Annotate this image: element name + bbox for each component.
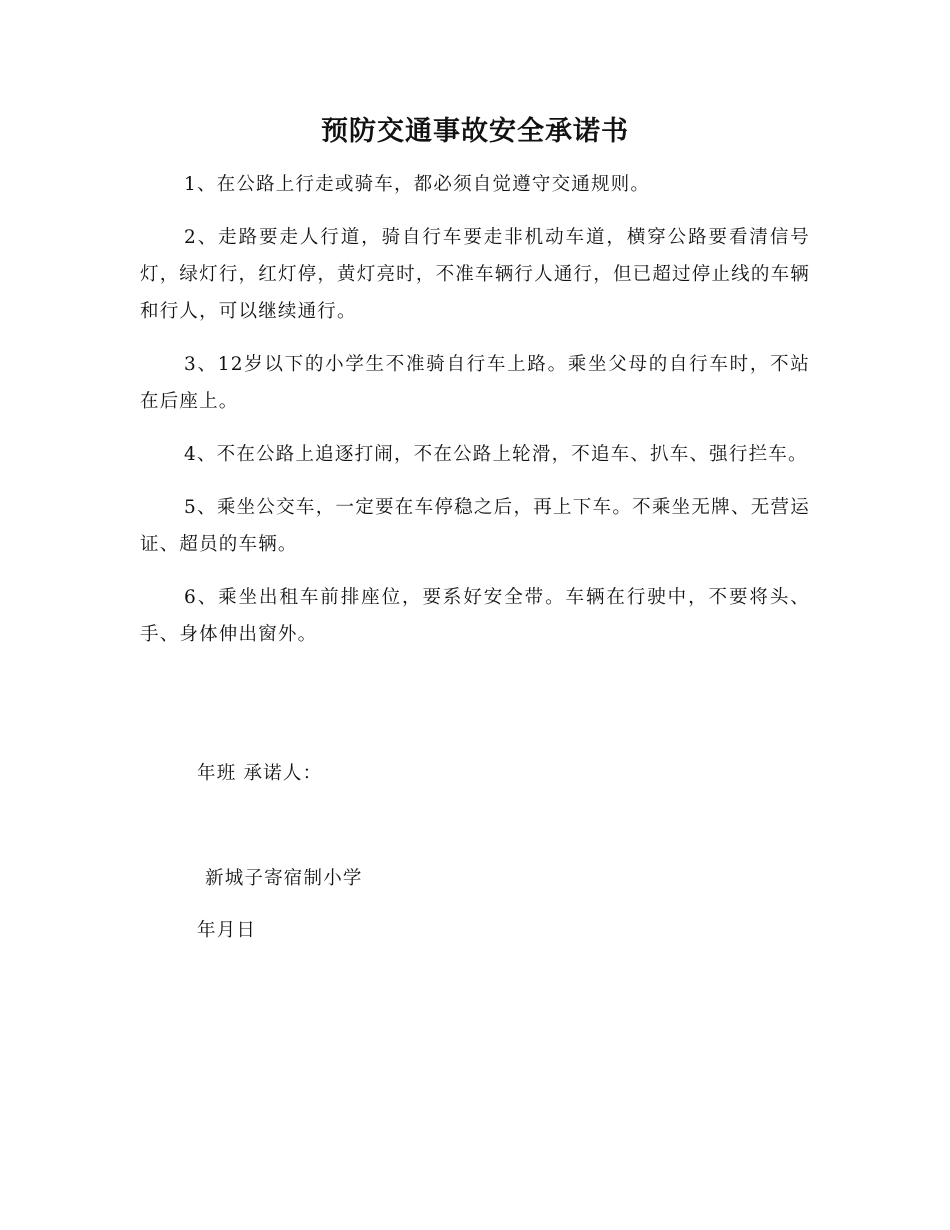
document-body (140, 166, 810, 669)
signature-date-line: 年月日 (197, 920, 257, 941)
paragraph-6: 6、乘坐出租车前排座位，要系好安全带。车辆在行驶中，不要将头、手、身体伸出窗外。 (140, 587, 810, 645)
paragraph-5: 5、乘坐公交车，一定要在车停稳之后，再上下车。不乘坐无牌、无营运证、超员的车辆。 (140, 497, 810, 555)
paragraph-3: 3、12岁以下的小学生不准骑自行车上路。乘坐父母的自行车时，不站在后座上。 (140, 354, 810, 412)
signature-school: 新城子寄宿制小学 (205, 868, 363, 889)
signature-class-line: 年班 承诺人： (197, 763, 323, 784)
paragraph-1: 1、在公路上行走或骑车，都必须自觉遵守交通规则。 (184, 174, 651, 195)
document-title: 预防交通事故安全承诺书 (321, 116, 629, 147)
paragraph-4: 4、不在公路上追逐打闹，不在公路上轮滑，不追车、扒车、强行拦车。 (184, 444, 808, 465)
paragraph-2: 2、走路要走人行道，骑自行车要走非机动车道，横穿公路要看清信号灯，绿灯行，红灯停，黄灯亮时，不准车辆行人通行，但已超过停止线的车辆和行人，可以继续通行。 (140, 227, 810, 322)
